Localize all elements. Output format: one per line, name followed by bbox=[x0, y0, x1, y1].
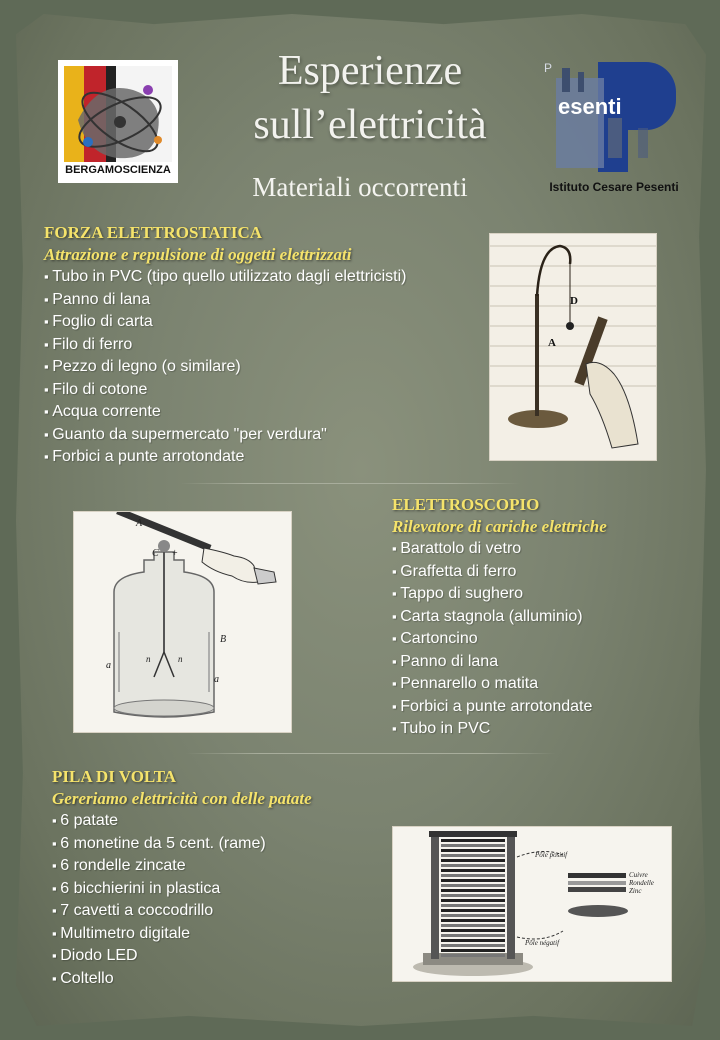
list-item: ▪ Forbici a punte arrotondate bbox=[44, 446, 406, 469]
electric-pendulum-icon bbox=[490, 234, 656, 460]
pendulum-illustration bbox=[489, 233, 657, 461]
list-item: ▪ Diodo LED bbox=[52, 945, 312, 968]
pile-disk bbox=[441, 889, 505, 892]
title-line-1: Esperienze bbox=[277, 48, 463, 94]
list-item: ▪ Pezzo di legno (o similare) bbox=[44, 356, 406, 379]
list-item: ▪ Coltello bbox=[52, 968, 312, 991]
page-title bbox=[200, 44, 540, 152]
list-item: ▪ Panno di lana bbox=[392, 651, 607, 674]
label-a-right: a bbox=[214, 674, 219, 685]
list-item: ▪ Filo di cotone bbox=[44, 379, 406, 402]
pile-disk bbox=[441, 944, 505, 947]
bergamoscienza-logo bbox=[58, 60, 178, 183]
section-title: FORZA ELETTROSTATICA bbox=[44, 223, 263, 242]
pile-disk bbox=[441, 839, 505, 842]
svg-text:P: P bbox=[544, 61, 553, 75]
pile-disk bbox=[441, 949, 505, 952]
pile-disk bbox=[441, 924, 505, 927]
label-a-left: a bbox=[106, 660, 111, 671]
section-divider bbox=[180, 483, 520, 484]
voltaic-pile-icon bbox=[393, 827, 671, 981]
pile-disk bbox=[441, 884, 505, 887]
list-item: ▪ Tubo in PVC (tipo quello utilizzato dagli elettricisti) bbox=[44, 266, 406, 289]
list-item: ▪ 6 rondelle zincate bbox=[52, 855, 312, 878]
pile-disk bbox=[441, 869, 505, 872]
label-cuivre: Cuivre bbox=[629, 871, 648, 879]
pile-disk bbox=[441, 929, 505, 932]
list-item: ▪ Barattolo di vetro bbox=[392, 538, 607, 561]
label-n-right: n bbox=[178, 654, 183, 664]
label-a: A bbox=[548, 337, 556, 349]
pile-disk bbox=[441, 954, 505, 957]
title-line-2: sull’elettricità bbox=[253, 102, 487, 148]
electroscope-illustration bbox=[73, 511, 292, 733]
voltaic-pile-illustration bbox=[392, 826, 672, 982]
pile-disk bbox=[441, 934, 505, 937]
section-title: ELETTROSCOPIO bbox=[392, 495, 540, 514]
list-item: ▪ Multimetro digitale bbox=[52, 923, 312, 946]
materials-list bbox=[392, 538, 607, 741]
pile-disk bbox=[441, 909, 505, 912]
section-subtitle: Rilevatore di cariche elettriche bbox=[392, 517, 607, 536]
pesenti-wordmark: esenti bbox=[558, 94, 622, 119]
label-plus: + bbox=[172, 548, 178, 559]
list-item: ▪ 6 monetine da 5 cent. (rame) bbox=[52, 833, 312, 856]
pile-disk bbox=[441, 939, 505, 942]
pesenti-emblem-icon bbox=[538, 58, 690, 176]
list-item: ▪ Foglio di carta bbox=[44, 311, 406, 334]
section-subtitle: Attrazione e repulsione di oggetti elettrizzati bbox=[44, 245, 352, 264]
pile-disk bbox=[441, 854, 505, 857]
section-title: PILA DI VOLTA bbox=[52, 767, 177, 786]
label-zinc: Zinc bbox=[629, 887, 642, 895]
label-pole-negatif: Pôle négatif bbox=[525, 939, 560, 947]
label-n-left: n bbox=[146, 654, 151, 664]
list-item: ▪ Filo di ferro bbox=[44, 334, 406, 357]
list-item: ▪ Panno di lana bbox=[44, 289, 406, 312]
pile-disk bbox=[441, 864, 505, 867]
pile-disks bbox=[441, 839, 505, 957]
list-item: ▪ Cartoncino bbox=[392, 628, 607, 651]
materials-list bbox=[52, 810, 312, 990]
pile-disk bbox=[441, 904, 505, 907]
list-item: ▪ Tubo in PVC bbox=[392, 718, 607, 741]
pile-disk bbox=[441, 859, 505, 862]
pesenti-logo bbox=[538, 58, 690, 198]
pile-disk bbox=[441, 914, 505, 917]
pile-disk bbox=[441, 899, 505, 902]
section-pila-di-volta bbox=[52, 766, 312, 990]
label-rondelle: Rondelle bbox=[629, 879, 654, 887]
section-divider bbox=[186, 753, 556, 754]
label-pole-positif: Pôle positif bbox=[535, 851, 568, 859]
list-item: ▪ Forbici a punte arrotondate bbox=[392, 696, 607, 719]
pile-disk bbox=[441, 894, 505, 897]
section-elettroscopio bbox=[392, 494, 607, 741]
section-subtitle: Gereriamo elettricità con delle patate bbox=[52, 789, 312, 808]
label-b: B bbox=[220, 634, 227, 645]
list-item: ▪ Acqua corrente bbox=[44, 401, 406, 424]
bergamoscienza-caption: BERGAMOSCIENZA bbox=[65, 164, 171, 176]
electroscope-icon bbox=[74, 512, 291, 732]
list-item: ▪ 6 bicchierini in plastica bbox=[52, 878, 312, 901]
list-item: ▪ Pennarello o matita bbox=[392, 673, 607, 696]
pesenti-caption: Istituto Cesare Pesenti bbox=[549, 180, 679, 194]
list-item: ▪ 6 patate bbox=[52, 810, 312, 833]
list-item: ▪ Guanto da supermercato "per verdura" bbox=[44, 424, 406, 447]
list-item: ▪ Graffetta di ferro bbox=[392, 561, 607, 584]
materials-list bbox=[44, 266, 406, 469]
pile-disk bbox=[441, 844, 505, 847]
pile-disk bbox=[441, 879, 505, 882]
page-subtitle: Materiali occorrenti bbox=[252, 172, 468, 202]
list-item: ▪ Carta stagnola (alluminio) bbox=[392, 606, 607, 629]
section-forza-elettrostatica bbox=[44, 222, 406, 469]
label-a: A bbox=[136, 518, 143, 529]
label-d: D bbox=[570, 295, 578, 307]
list-item: ▪ Tappo di sughero bbox=[392, 583, 607, 606]
list-item: ▪ 7 cavetti a coccodrillo bbox=[52, 900, 312, 923]
pile-disk bbox=[441, 849, 505, 852]
label-c: C bbox=[152, 548, 159, 559]
pile-disk bbox=[441, 874, 505, 877]
pile-disk bbox=[441, 919, 505, 922]
